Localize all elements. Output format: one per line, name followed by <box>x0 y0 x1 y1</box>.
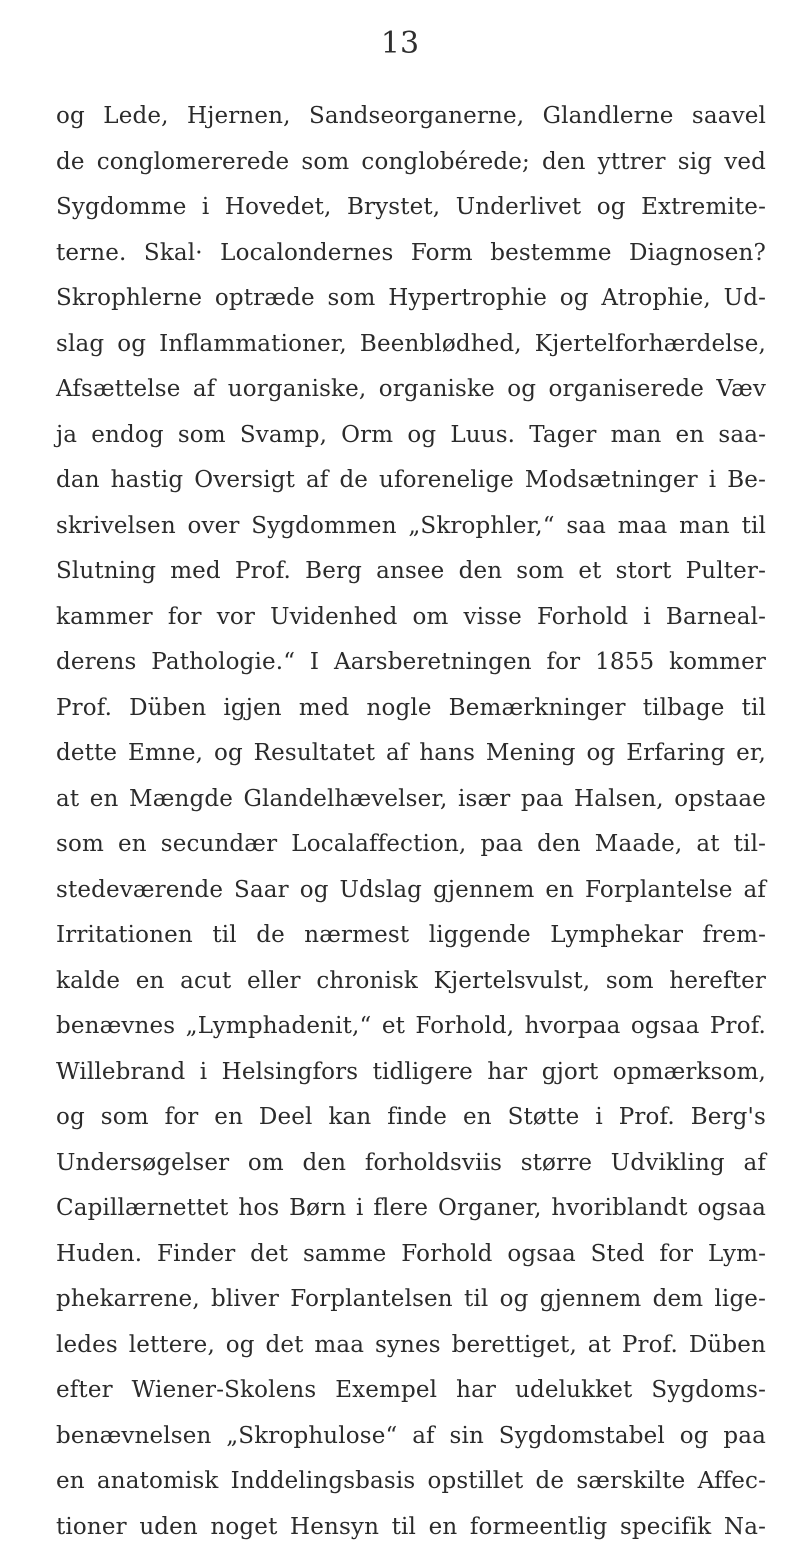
text-line-32: tioner uden noget Hensyn til en formeentlig specifik Na- <box>56 1505 766 1550</box>
text-line-29: efter Wiener-Skolens Exempel har udelukket Sygdoms- <box>56 1368 766 1414</box>
text-line-7: Afsættelse af uorganiske, organiske og organiserede Væv <box>56 367 766 413</box>
page-number: 13 <box>0 26 800 61</box>
text-line-20: kalde en acut eller chronisk Kjertelsvulst, som herefter <box>56 959 766 1005</box>
text-line-22: Willebrand i Helsingfors tidligere har gjort opmærksom, <box>56 1050 766 1096</box>
body-text <box>56 94 766 1550</box>
text-line-2: de conglomererede som conglobérede; den yttrer sig ved <box>56 140 766 186</box>
text-line-11: Slutning med Prof. Berg ansee den som et stort Pulter- <box>56 549 766 595</box>
text-line-18: stedeværende Saar og Udslag gjennem en Forplantelse af <box>56 868 766 914</box>
text-line-31: en anatomisk Inddelingsbasis opstillet de særskilte Affec- <box>56 1459 766 1505</box>
text-line-1: og Lede, Hjernen, Sandseorganerne, Glandlerne saavel <box>56 94 766 140</box>
text-line-23: og som for en Deel kan finde en Støtte i Prof. Berg's <box>56 1095 766 1141</box>
text-line-26: Huden. Finder det samme Forhold ogsaa Sted for Lym- <box>56 1232 766 1278</box>
text-line-8: ja endog som Svamp, Orm og Luus. Tager man en saa- <box>56 413 766 459</box>
text-line-13: derens Pathologie.“ I Aarsberetningen for 1855 kommer <box>56 640 766 686</box>
text-line-12: kammer for vor Uvidenhed om visse Forhold i Barneal- <box>56 595 766 641</box>
text-line-27: phekarrene, bliver Forplantelsen til og gjennem dem lige- <box>56 1277 766 1323</box>
text-line-17: som en secundær Localaffection, paa den Maade, at til- <box>56 822 766 868</box>
text-line-30: benævnelsen „Skrophulose“ af sin Sygdomstabel og paa <box>56 1414 766 1460</box>
text-line-19: Irritationen til de nærmest liggende Lymphekar frem- <box>56 913 766 959</box>
text-line-4: terne. Skal· Localondernes Form bestemme Diagnosen? <box>56 231 766 277</box>
text-line-21: benævnes „Lymphadenit,“ et Forhold, hvorpaa ogsaa Prof. <box>56 1004 766 1050</box>
text-line-10: skrivelsen over Sygdommen „Skrophler,“ saa maa man til <box>56 504 766 550</box>
text-line-24: Undersøgelser om den forholdsviis større Udvikling af <box>56 1141 766 1187</box>
text-line-14: Prof. Düben igjen med nogle Bemærkninger tilbage til <box>56 686 766 732</box>
text-line-3: Sygdomme i Hovedet, Brystet, Underlivet og Extremite- <box>56 185 766 231</box>
text-line-16: at en Mængde Glandelhævelser, især paa Halsen, opstaae <box>56 777 766 823</box>
text-line-6: slag og Inflammationer, Beenblødhed, Kjertelforhærdelse, <box>56 322 766 368</box>
text-line-28: ledes lettere, og det maa synes berettiget, at Prof. Düben <box>56 1323 766 1369</box>
text-line-9: dan hastig Oversigt af de uforenelige Modsætninger i Be- <box>56 458 766 504</box>
text-line-15: dette Emne, og Resultatet af hans Mening og Erfaring er, <box>56 731 766 777</box>
text-line-5: Skrophlerne optræde som Hypertrophie og Atrophie, Ud- <box>56 276 766 322</box>
text-line-25: Capillærnettet hos Børn i flere Organer, hvoriblandt ogsaa <box>56 1186 766 1232</box>
